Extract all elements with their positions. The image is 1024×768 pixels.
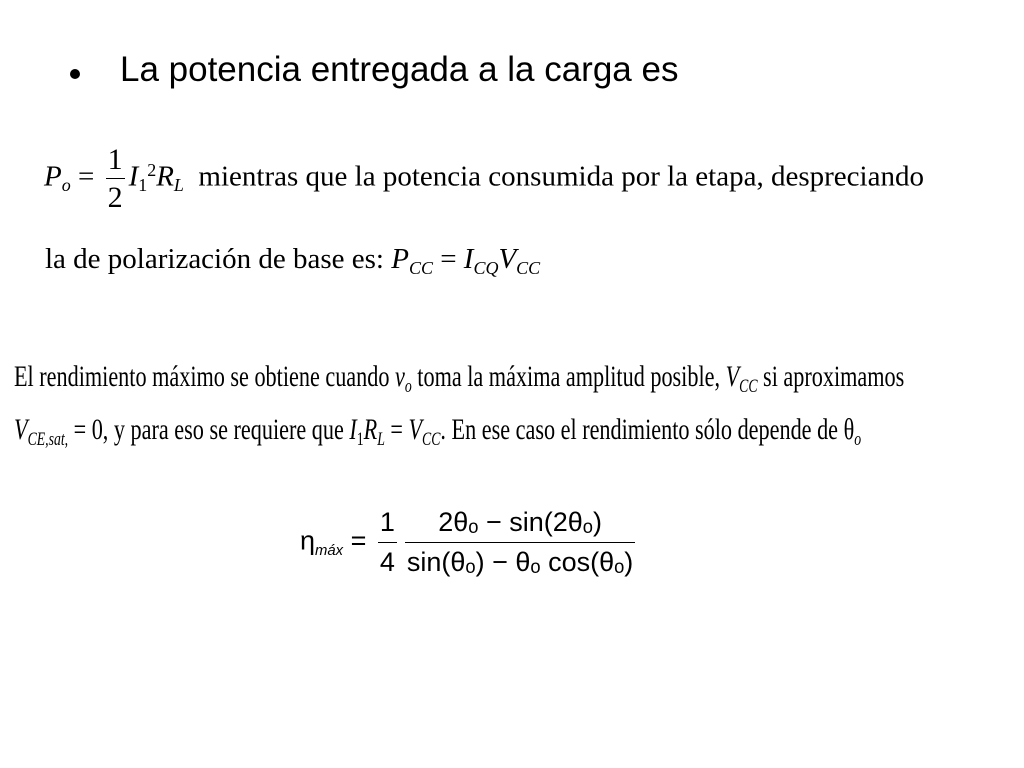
theta-subscript: o [854, 428, 862, 450]
paragraph-text: toma la máxima amplitud posible, [411, 360, 726, 393]
paragraph-text: . En ese caso el rendimiento sólo depende de θ [440, 413, 855, 446]
v-symbol: v [395, 360, 405, 393]
i-subscript: 1 [138, 175, 148, 196]
i-subscript: CQ [473, 257, 499, 278]
theta-fraction [405, 507, 635, 578]
fraction-denominator: sin(θₒ) − θₒ cos(θₒ) [406, 547, 634, 577]
v-subscript: CC [739, 375, 758, 397]
power-consumed-formula [45, 243, 540, 276]
fraction-numerator: 1 [379, 507, 395, 537]
fraction-denominator: 2 [107, 181, 123, 214]
formula1-text: mientras que la potencia consumida por la etapa, despreciando [198, 160, 924, 193]
v-subscript: CE,sat, [27, 428, 69, 450]
equals-sign: = [70, 160, 102, 193]
v-symbol: V [498, 243, 517, 275]
max-efficiency-formula [300, 507, 639, 578]
paragraph-text: = 0, y para eso se requiere que [68, 413, 350, 446]
equals-sign: = [432, 243, 464, 275]
eta-subscript: máx [315, 542, 344, 559]
i-symbol: I [463, 243, 474, 275]
slide-heading: La potencia entregada a la carga es [120, 50, 679, 89]
r-subscript: L [377, 428, 385, 450]
v-symbol: V [725, 360, 740, 393]
v-symbol: V [14, 413, 28, 446]
p-subscript: CC [408, 257, 433, 278]
paragraph-text: si aproximamos [757, 360, 905, 393]
bullet-icon [70, 69, 80, 79]
fraction-one-quarter [378, 507, 397, 578]
v-subscript: o [404, 375, 412, 397]
i-symbol: I [349, 413, 357, 446]
power-load-formula [44, 143, 924, 215]
p-symbol: P [391, 243, 409, 275]
r-subscript: L [173, 175, 184, 196]
v-symbol: V [408, 413, 423, 446]
fraction-numerator: 2θₒ − sin(2θₒ) [438, 507, 602, 537]
r-symbol: R [156, 160, 174, 193]
equals-sign: = [343, 525, 374, 556]
eta-symbol: η [300, 525, 316, 556]
r-symbol: R [363, 413, 378, 446]
fraction-one-half [106, 143, 125, 215]
i-symbol: I [128, 160, 139, 193]
formula2-text: la de polarización de base es: [45, 243, 392, 275]
equals-sign: = [384, 413, 409, 446]
p-subscript: o [61, 175, 71, 196]
efficiency-paragraph-line1 [14, 360, 905, 397]
efficiency-paragraph-line2 [14, 413, 862, 450]
fraction-denominator: 4 [379, 547, 395, 577]
i-superscript: 2 [147, 159, 157, 180]
paragraph-text: El rendimiento máximo se obtiene cuando [14, 360, 396, 393]
v-subscript: CC [516, 257, 541, 278]
p-symbol: P [44, 160, 62, 193]
i-subscript: 1 [356, 428, 364, 450]
fraction-numerator: 1 [107, 143, 123, 176]
v-subscript: CC [422, 428, 441, 450]
